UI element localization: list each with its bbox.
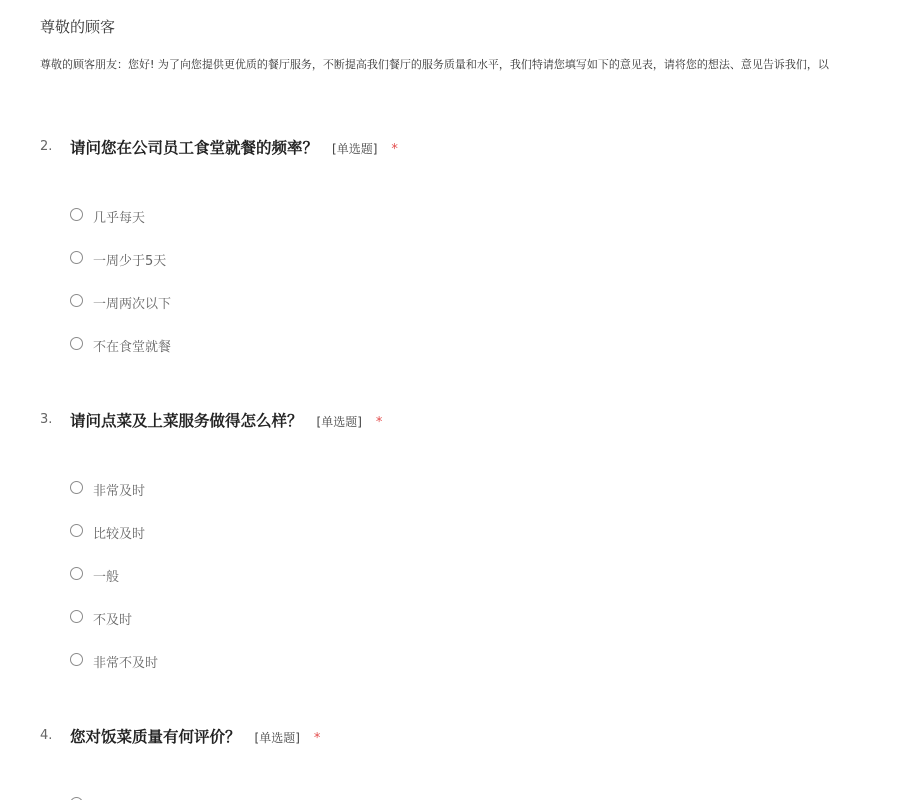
required-mark: * xyxy=(391,142,398,157)
question-header xyxy=(40,409,890,433)
option-label[interactable]: 一周两次以下 xyxy=(93,297,172,312)
option-label[interactable]: 不及时 xyxy=(93,613,133,628)
question-header xyxy=(40,136,890,160)
required-mark: * xyxy=(375,415,383,430)
option-label[interactable]: 几乎每天 xyxy=(93,211,146,226)
question-title: 请问点菜及上菜服务做得怎么样？ xyxy=(70,412,303,430)
question-type-tag: [单选题] xyxy=(254,731,300,745)
option-label[interactable]: 一周少于5天 xyxy=(93,254,167,269)
question-4 xyxy=(40,725,890,749)
question-number: 4. xyxy=(40,728,53,743)
question-type-tag: [单选题] xyxy=(316,415,362,429)
radio-button[interactable] xyxy=(70,251,83,264)
question-number: 2. xyxy=(40,139,53,154)
option-label[interactable]: 比较及时 xyxy=(93,527,146,542)
question-number: 3. xyxy=(40,412,53,427)
option-label[interactable]: 非常及时 xyxy=(93,484,146,499)
radio-button[interactable] xyxy=(70,567,83,580)
question-3 xyxy=(40,409,890,671)
question-text xyxy=(70,725,320,747)
radio-button[interactable] xyxy=(70,653,83,666)
question-title: 请问您在公司员工食堂就餐的频率？ xyxy=(70,139,319,157)
radio-button[interactable] xyxy=(70,294,83,307)
question-text xyxy=(70,409,382,431)
option-label[interactable]: 不在食堂就餐 xyxy=(93,340,172,355)
survey-intro: 尊敬的顾客朋友：您好! 为了向您提供更优质的餐厅服务，不断提高我们餐厅的服务质量和水平，我们特请您填写如下的意见表，请将您的想法、意见告诉我们，以 xyxy=(40,58,829,71)
question-title: 您对饭菜质量有何评价？ xyxy=(70,728,241,746)
survey-title: 尊敬的顾客 xyxy=(40,18,116,36)
required-mark: * xyxy=(313,731,321,746)
option-label[interactable]: 非常不及时 xyxy=(93,656,159,671)
option-label[interactable]: 一般 xyxy=(93,570,120,585)
question-text xyxy=(70,136,398,158)
radio-button[interactable] xyxy=(70,337,83,350)
radio-button[interactable] xyxy=(70,524,83,537)
radio-button[interactable] xyxy=(70,610,83,623)
question-type-tag: [单选题] xyxy=(332,142,378,156)
radio-button[interactable] xyxy=(70,208,83,221)
question-2 xyxy=(40,136,890,355)
question-header xyxy=(40,725,890,749)
radio-button[interactable] xyxy=(70,481,83,494)
